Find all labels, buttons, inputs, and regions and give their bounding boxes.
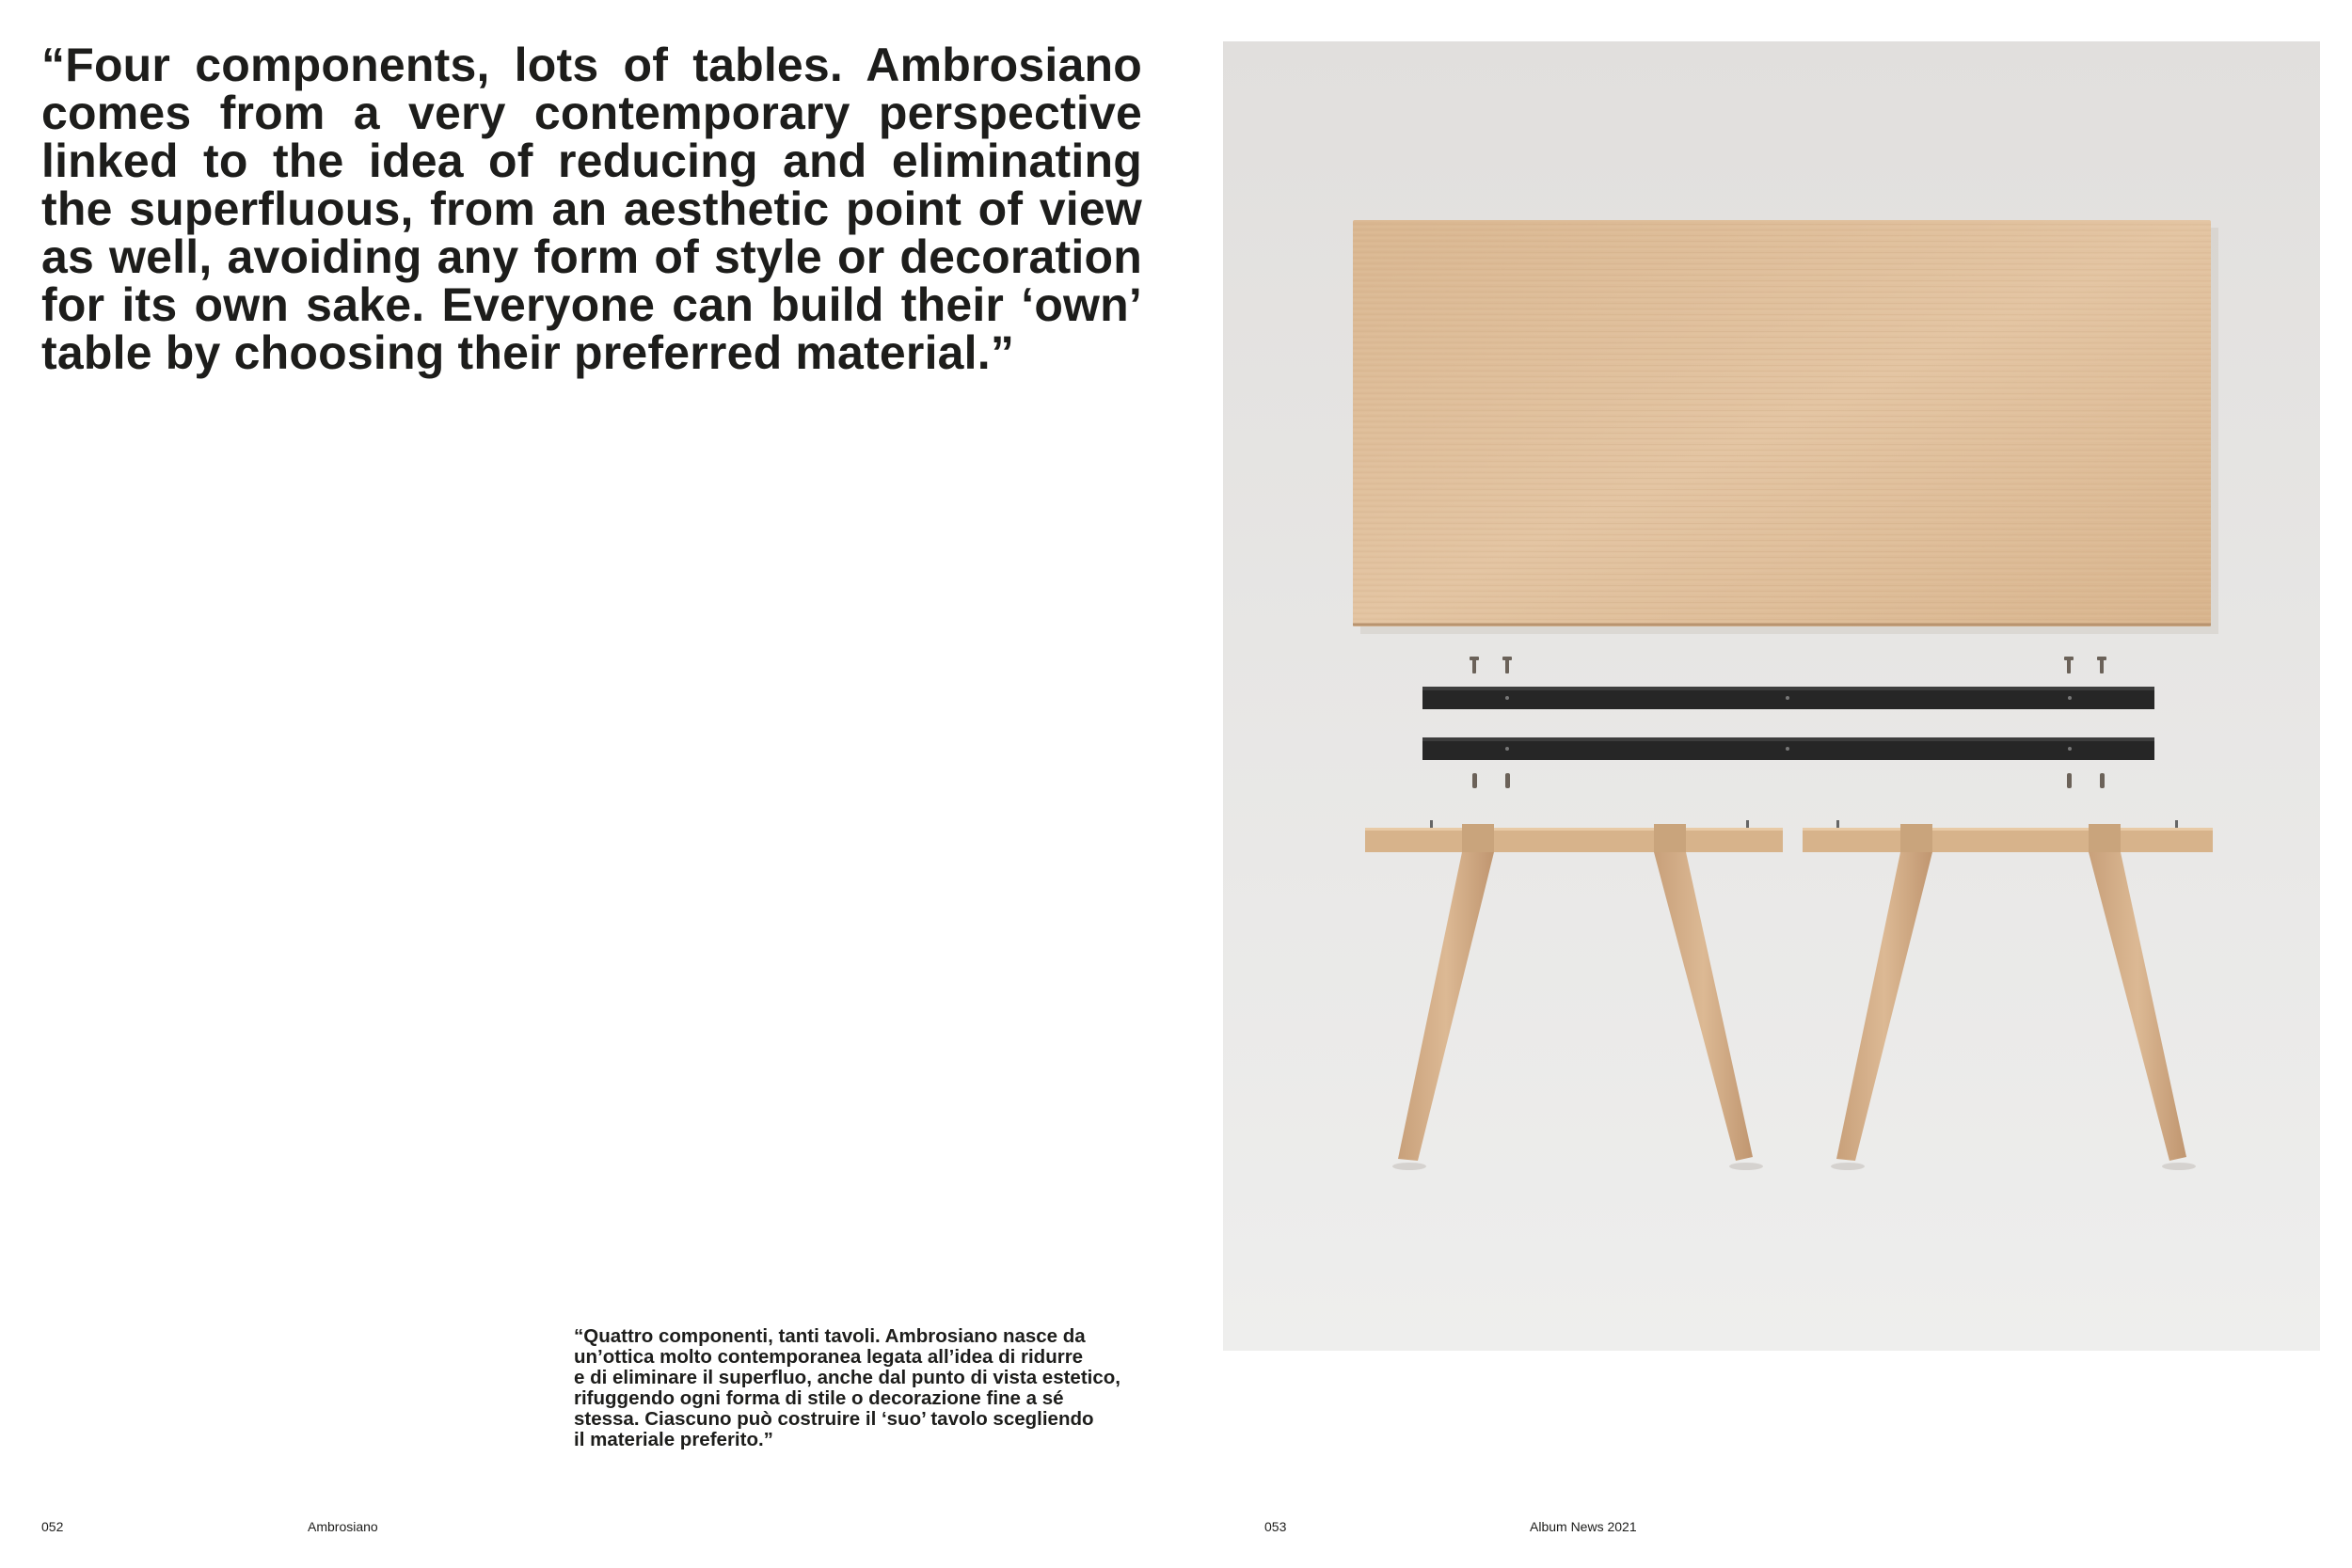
italian-quote-line: rifuggendo ogni forma di stile o decorazione fine a sé — [574, 1387, 1064, 1409]
italian-quote-line: “Quattro componenti, tanti tavoli. Ambrosiano nasce da — [574, 1325, 1086, 1347]
italian-quote-line: un’ottica molto contemporanea legata all’idea di ridurre — [574, 1346, 1084, 1368]
italian-quote-line: il materiale preferito.” — [574, 1429, 773, 1450]
italian-quote-line: e di eliminare il superfluo, anche dal punto di vista estetico, — [574, 1367, 1120, 1388]
left-running-title: Ambrosiano — [308, 1519, 378, 1534]
table-components-photo — [1223, 41, 2320, 1351]
italian-quote-line: stessa. Ciascuno può costruire il ‘suo’ tavolo scegliendo — [574, 1408, 1094, 1430]
left-page-number: 052 — [41, 1519, 64, 1534]
english-quote: “Four components, lots of tables. Ambrosiano comes from a very contemporary perspective linked to the idea of reducing and eliminating the superfluous, from an aesthetic point of view as well, avoiding any form of style or decoration for its own sake. Everyone can build their ‘own’ table by choosing their preferred material.” — [41, 39, 1142, 379]
tabletop — [1353, 220, 2218, 634]
italian-quote — [574, 1326, 1120, 1450]
right-running-title: Album News 2021 — [1530, 1519, 1637, 1534]
right-page-number: 053 — [1264, 1519, 1287, 1534]
